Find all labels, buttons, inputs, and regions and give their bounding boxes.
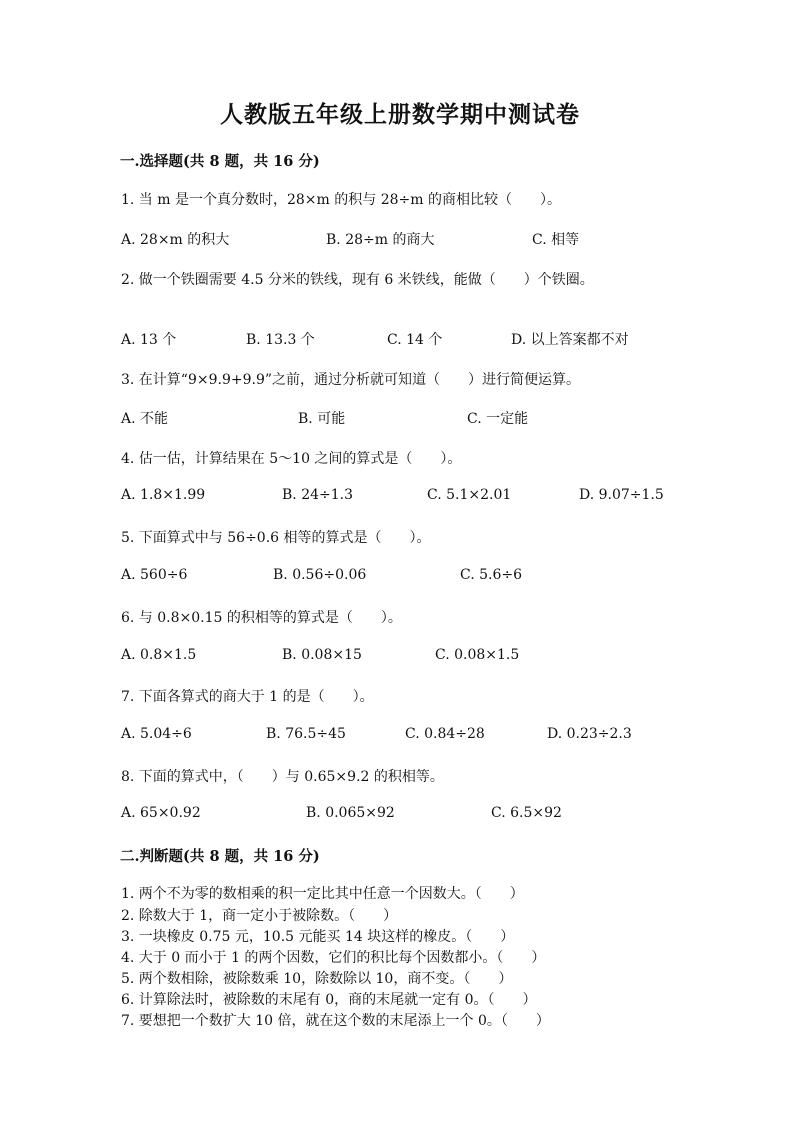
q2-option-a: A. 13 个 <box>121 332 177 348</box>
q8-option-b: B. 0.065×92 <box>306 805 395 821</box>
question-6: 6. 与 0.8×0.15 的积相等的算式是（ ）。 <box>121 610 402 626</box>
tf-item-2: 2. 除数大于 1，商一定小于被除数。（ ） <box>121 908 398 924</box>
question-1: 1. 当 m 是一个真分数时，28×m 的积与 28÷m 的商相比较（ ）。 <box>121 192 561 208</box>
q4-option-a: A. 1.8×1.99 <box>121 487 206 503</box>
q3-option-c: C. 一定能 <box>467 411 529 427</box>
q1-option-a: A. 28×m 的积大 <box>121 232 230 248</box>
q2-option-d: D. 以上答案都不对 <box>511 332 629 348</box>
q6-option-a: A. 0.8×1.5 <box>121 647 197 663</box>
question-5: 5. 下面算式中与 56÷0.6 相等的算式是（ ）。 <box>121 530 431 546</box>
q2-option-c: C. 14 个 <box>387 332 443 348</box>
tf-item-5: 5. 两个数相除，被除数乘 10，除数除以 10，商不变。（ ） <box>121 971 513 987</box>
q8-option-a: A. 65×0.92 <box>121 805 201 821</box>
q7-option-c: C. 0.84÷28 <box>405 726 485 742</box>
q4-option-d: D. 9.07÷1.5 <box>579 487 664 503</box>
tf-item-4: 4. 大于 0 而小于 1 的两个因数，它们的积比每个因数都小。（ ） <box>121 950 546 966</box>
q2-option-b: B. 13.3 个 <box>246 332 315 348</box>
tf-item-3: 3. 一块橡皮 0.75 元，10.5 元能买 14 块这样的橡皮。（ ） <box>121 929 515 945</box>
q3-option-a: A. 不能 <box>121 411 169 427</box>
q3-option-b: B. 可能 <box>298 411 346 427</box>
question-7: 7. 下面各算式的商大于 1 的是（ ）。 <box>121 689 374 705</box>
q4-option-b: B. 24÷1.3 <box>282 487 353 503</box>
section-heading-multiple-choice: 一.选择题(共 8 题，共 16 分) <box>120 153 320 170</box>
q6-option-b: B. 0.08×15 <box>282 647 362 663</box>
q8-option-c: C. 6.5×92 <box>491 805 562 821</box>
tf-item-7: 7. 要想把一个数扩大 10 倍，就在这个数的末尾添上一个 0。（ ） <box>121 1013 550 1029</box>
q7-option-b: B. 76.5÷45 <box>266 726 346 742</box>
q1-option-c: C. 相等 <box>532 232 580 248</box>
q7-option-d: D. 0.23÷2.3 <box>547 726 632 742</box>
q6-option-c: C. 0.08×1.5 <box>435 647 520 663</box>
tf-item-6: 6. 计算除法时，被除数的末尾有 0，商的末尾就一定有 0。（ ） <box>121 992 537 1008</box>
q1-option-b: B. 28÷m 的商大 <box>326 232 435 248</box>
question-8: 8. 下面的算式中，（ ）与 0.65×9.2 的积相等。 <box>121 769 444 785</box>
tf-item-1: 1. 两个不为零的数相乘的积一定比其中任意一个因数大。（ ） <box>121 886 524 902</box>
q4-option-c: C. 5.1×2.01 <box>427 487 512 503</box>
page-title: 人教版五年级上册数学期中测试卷 <box>220 101 580 128</box>
q7-option-a: A. 5.04÷6 <box>121 726 192 742</box>
q5-option-a: A. 560÷6 <box>121 567 188 583</box>
section-heading-true-false: 二.判断题(共 8 题，共 16 分) <box>120 848 320 865</box>
q5-option-b: B. 0.56÷0.06 <box>273 567 367 583</box>
question-3: 3. 在计算“9×9.9+9.9”之前，通过分析就可知道（ ）进行简便运算。 <box>121 372 581 388</box>
question-2: 2. 做一个铁圈需要 4.5 分米的铁线，现有 6 米铁线，能做（ ）个铁圈。 <box>121 272 594 288</box>
question-4: 4. 估一估，计算结果在 5～10 之间的算式是（ ）。 <box>121 451 462 467</box>
q5-option-c: C. 5.6÷6 <box>460 567 523 583</box>
